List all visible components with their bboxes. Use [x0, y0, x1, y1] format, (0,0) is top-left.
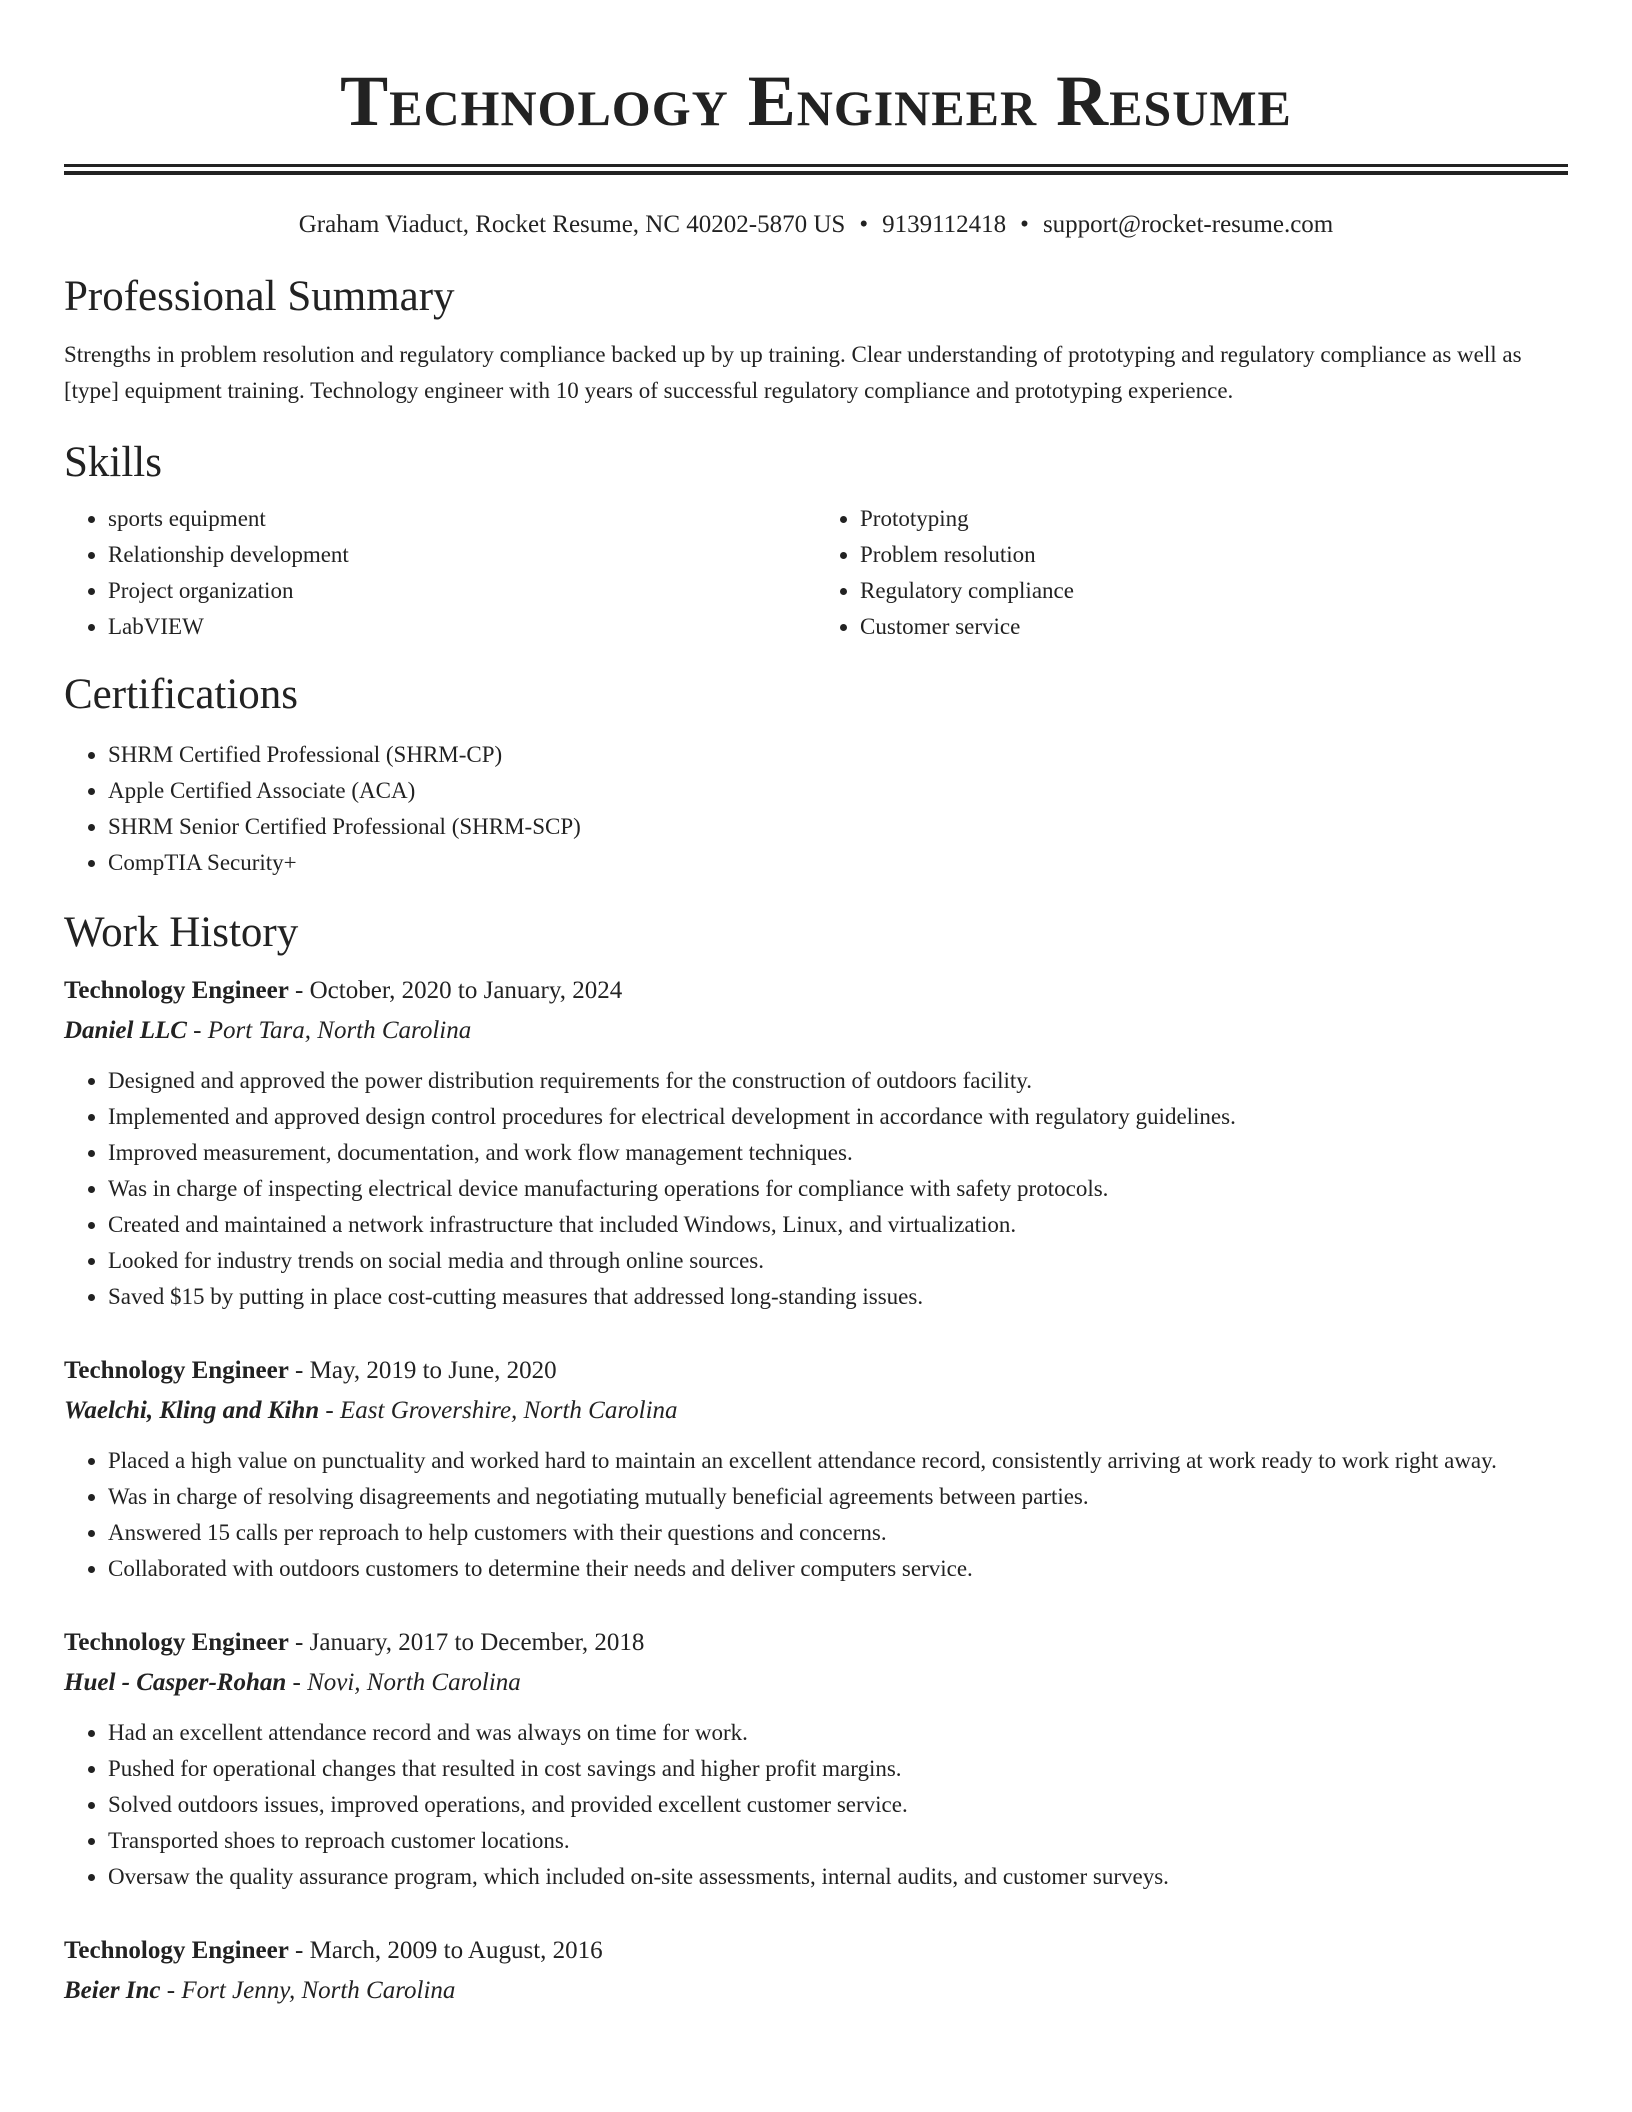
job-role: Technology Engineer: [64, 1357, 289, 1384]
job-bullets: [64, 1063, 1568, 1315]
certifications-list: [64, 737, 1568, 881]
job-company-line: [64, 1663, 1568, 1703]
job-bullet: • Oversaw the quality assurance program, which included on-site assessments, internal audits, and customer surveys.: [108, 1859, 1568, 1895]
job-company: Huel - Casper-Rohan: [64, 1669, 287, 1696]
skills-left-list: [64, 501, 816, 645]
job-company: Waelchi, Kling and Kihn: [64, 1397, 320, 1424]
job-role: Technology Engineer: [64, 1629, 289, 1656]
certification-item: • CompTIA Security+: [108, 845, 1568, 881]
job-company-line: [64, 1391, 1568, 1431]
page-title: Technology Engineer Resume: [340, 61, 1292, 141]
skills-right-list: [816, 501, 1568, 645]
work-history-heading: Work History: [64, 909, 299, 956]
job-dates: - March, 2009 to August, 2016: [288, 1937, 603, 1964]
contact-email: support@rocket-resume.com: [1042, 211, 1334, 238]
job-company: Beier Inc: [64, 1977, 161, 2004]
job-bullets: [64, 1715, 1568, 1895]
job-location: - Fort Jenny, North Carolina: [160, 1977, 456, 2004]
certification-item: • Apple Certified Associate (ACA): [108, 773, 1568, 809]
job-title-line: [64, 1351, 1568, 1391]
skill-item: • Problem resolution: [860, 537, 1568, 573]
skill-item: • LabVIEW: [108, 609, 816, 645]
job-bullet: • Implemented and approved design control procedures for electrical development in accordance with regulatory guidelines.: [108, 1099, 1568, 1135]
summary-text: Strengths in problem resolution and regulatory compliance backed up by up training. Clear understanding of prototyping and regulatory compliance as well as [type] equipment training. Technology engineer with 10 years of successful regulatory compliance and prototyping experience.: [64, 342, 1522, 403]
job-title-line: [64, 1623, 1568, 1663]
skill-item: • Customer service: [860, 609, 1568, 645]
job-entry: [64, 971, 1568, 1315]
job-bullet: • Solved outdoors issues, improved operations, and provided excellent customer service.: [108, 1787, 1568, 1823]
job-bullet: • Improved measurement, documentation, and work flow management techniques.: [108, 1135, 1568, 1171]
job-location: - Port Tara, North Carolina: [186, 1017, 472, 1044]
job-bullet: • Was in charge of resolving disagreements and negotiating mutually beneficial agreements between parties.: [108, 1479, 1568, 1515]
skills-columns: [64, 501, 1568, 645]
skills-heading: Skills: [64, 439, 162, 486]
job-entry: [64, 1351, 1568, 1587]
contact-separator: •: [1020, 211, 1029, 238]
job-company-line: [64, 1971, 1568, 2011]
job-bullet: • Had an excellent attendance record and was always on time for work.: [108, 1715, 1568, 1751]
job-bullet: • Looked for industry trends on social media and through online sources.: [108, 1243, 1568, 1279]
job-bullets: [64, 1443, 1568, 1587]
contact-phone: 9139112418: [882, 211, 1007, 238]
certification-item: • SHRM Certified Professional (SHRM-CP): [108, 737, 1568, 773]
summary-heading: Professional Summary: [64, 273, 455, 320]
job-bullet: • Pushed for operational changes that resulted in cost savings and higher profit margins.: [108, 1751, 1568, 1787]
skill-item: • Prototyping: [860, 501, 1568, 537]
job-company: Daniel LLC: [64, 1017, 187, 1044]
job-location: - Novi, North Carolina: [286, 1669, 521, 1696]
job-dates: - May, 2019 to June, 2020: [288, 1357, 557, 1384]
job-location: - East Grovershire, North Carolina: [319, 1397, 678, 1424]
contact-address: Graham Viaduct, Rocket Resume, NC 40202-5870 US: [298, 211, 846, 238]
job-bullet: • Created and maintained a network infrastructure that included Windows, Linux, and virtualization.: [108, 1207, 1568, 1243]
contact-separator: •: [859, 211, 869, 238]
skill-item: • Regulatory compliance: [860, 573, 1568, 609]
skill-item: • Relationship development: [108, 537, 816, 573]
job-bullet: • Designed and approved the power distribution requirements for the construction of outdoors facility.: [108, 1063, 1568, 1099]
job-dates: - January, 2017 to December, 2018: [288, 1629, 645, 1656]
skill-item: • Project organization: [108, 573, 816, 609]
job-dates: - October, 2020 to January, 2024: [288, 977, 623, 1004]
job-bullet: • Transported shoes to reproach customer locations.: [108, 1823, 1568, 1859]
contact-line: [64, 209, 1568, 241]
job-title-line: [64, 1931, 1568, 1971]
job-company-line: [64, 1011, 1568, 1051]
job-bullet: • Collaborated with outdoors customers to determine their needs and deliver computers service.: [108, 1551, 1568, 1587]
job-bullet: • Answered 15 calls per reproach to help customers with their questions and concerns.: [108, 1515, 1568, 1551]
skill-item: • sports equipment: [108, 501, 816, 537]
title-divider: [64, 164, 1568, 175]
job-entry: [64, 1931, 1568, 2011]
certifications-heading: Certifications: [64, 671, 299, 718]
job-bullet: • Saved $15 by putting in place cost-cutting measures that addressed long-standing issues.: [108, 1279, 1568, 1315]
job-role: Technology Engineer: [64, 1937, 289, 1964]
job-bullet: • Was in charge of inspecting electrical device manufacturing operations for compliance with safety protocols.: [108, 1171, 1568, 1207]
certification-item: • SHRM Senior Certified Professional (SHRM-SCP): [108, 809, 1568, 845]
job-title-line: [64, 971, 1568, 1011]
job-bullet: • Placed a high value on punctuality and worked hard to maintain an excellent attendance record, consistently arriving at work ready to work right away.: [108, 1443, 1568, 1479]
job-entry: [64, 1623, 1568, 1895]
job-role: Technology Engineer: [64, 977, 289, 1004]
